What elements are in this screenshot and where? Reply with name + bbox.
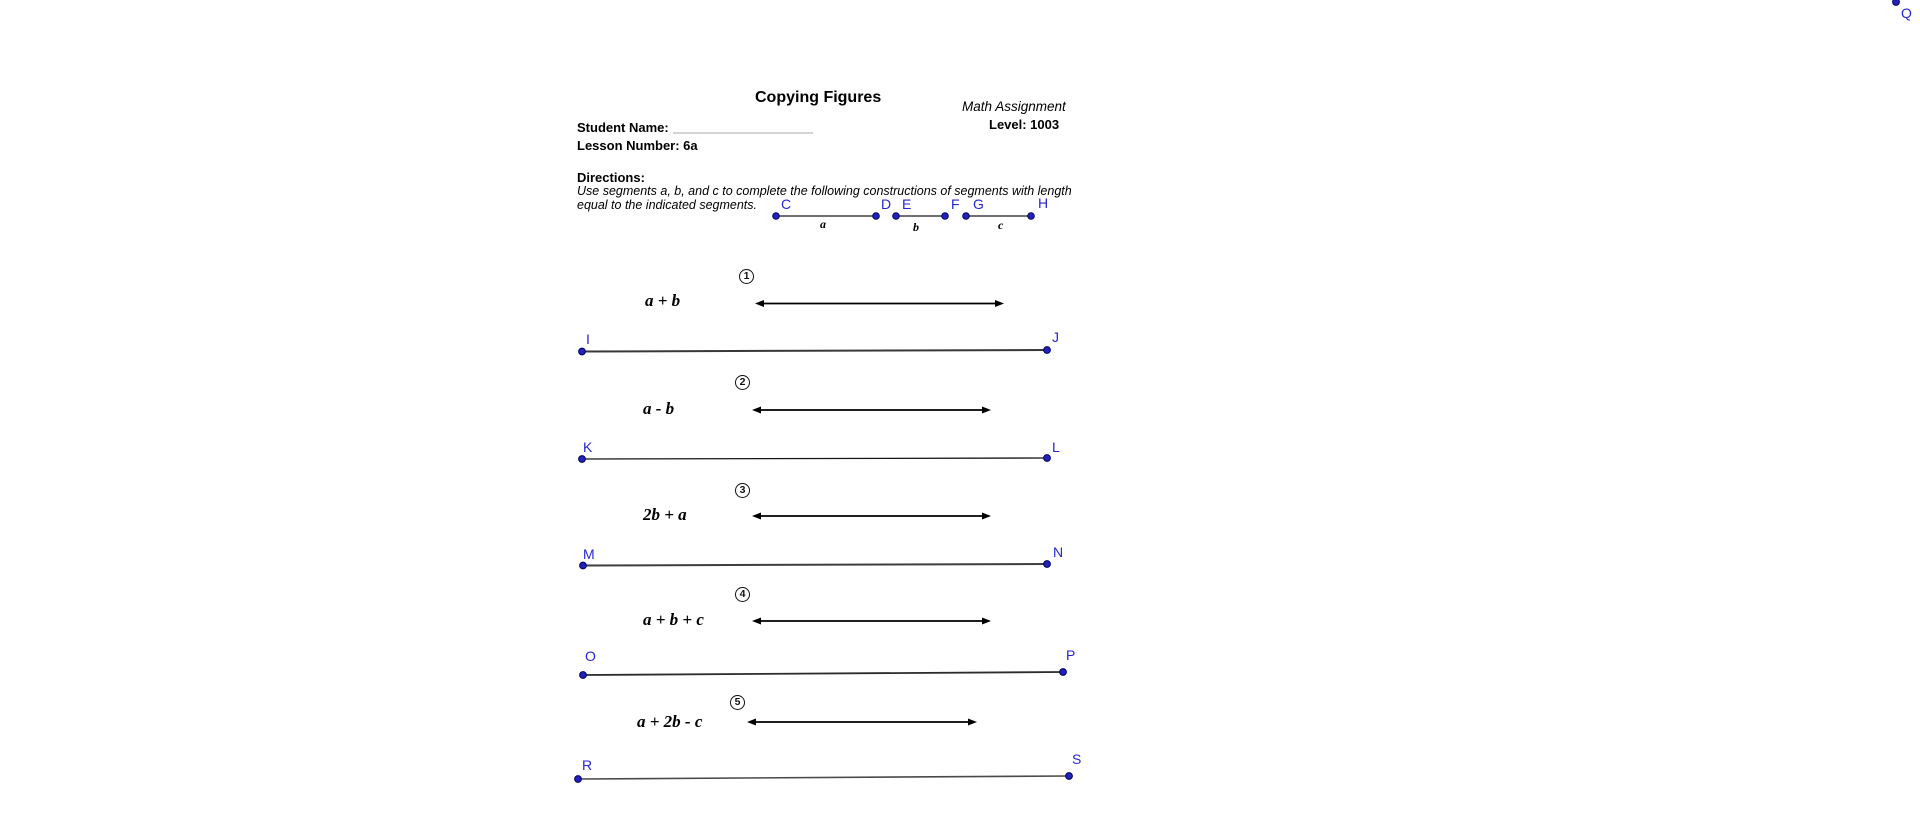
exercise-1-expression: a + b	[645, 291, 681, 310]
point-label-H: H	[1038, 195, 1049, 211]
point-dot-S[interactable]	[1066, 773, 1073, 780]
point-dot-H[interactable]	[1028, 213, 1035, 220]
point-dot-L[interactable]	[1044, 455, 1051, 462]
point-dot-R[interactable]	[575, 776, 582, 783]
exercise-4-expression: a + b + c	[643, 610, 704, 629]
point-label-M: M	[583, 546, 595, 562]
segment-RS-line[interactable]	[578, 776, 1069, 779]
exercise-3-expression: 2b + a	[643, 505, 687, 524]
student-name-label: Student Name:	[577, 120, 669, 135]
exercise-2-arrow	[752, 407, 991, 414]
segment-label-c: c	[998, 218, 1004, 232]
segment-KL-line[interactable]	[582, 458, 1047, 459]
directions-label: Directions:	[577, 170, 645, 185]
point-label-O: O	[585, 648, 596, 664]
point-dot-O[interactable]	[580, 672, 587, 679]
directions-line-1: Use segments a, b, and c to complete the following constructions of segments with length	[577, 184, 1072, 198]
segment-label-a: a	[820, 217, 826, 231]
point-label-L: L	[1052, 439, 1060, 455]
exercise-2-expression: a - b	[643, 399, 675, 418]
exercise-1-arrow	[755, 300, 1004, 307]
directions-line-2: equal to the indicated segments.	[577, 198, 757, 212]
point-label-K: K	[583, 439, 593, 455]
exercise-5-arrow	[747, 719, 977, 726]
point-label-E: E	[902, 196, 912, 212]
point-dot-D[interactable]	[873, 213, 880, 220]
segment-MN-line[interactable]	[583, 564, 1047, 566]
exercise-2-number: 2	[735, 375, 750, 390]
point-dot-J[interactable]	[1044, 347, 1051, 354]
exercise-3-arrow	[752, 513, 991, 520]
exercise-4-number: 4	[735, 587, 750, 602]
page-title: Copying Figures	[755, 89, 882, 106]
point-label-J: J	[1052, 329, 1059, 345]
point-dot-P[interactable]	[1060, 669, 1067, 676]
point-dot-Q[interactable]	[1893, 0, 1900, 5]
point-label-P: P	[1066, 647, 1076, 663]
segment-label-b: b	[913, 220, 919, 234]
point-label-S: S	[1072, 751, 1082, 767]
exercise-5-number: 5	[730, 695, 745, 710]
point-label-N: N	[1053, 544, 1064, 560]
exercise-5-expression: a + 2b - c	[637, 712, 703, 731]
point-label-I: I	[586, 331, 590, 347]
level-label: Level: 1003	[989, 117, 1060, 132]
exercise-3-number: 3	[735, 483, 750, 498]
segment-OP-line[interactable]	[583, 672, 1063, 675]
point-dot-E[interactable]	[893, 213, 900, 220]
point-label-Q: Q	[1901, 5, 1912, 21]
exercise-4-arrow	[752, 618, 991, 625]
point-label-F: F	[951, 196, 960, 212]
point-label-G: G	[973, 196, 984, 212]
point-label-C: C	[781, 196, 792, 212]
segment-IJ-line[interactable]	[582, 350, 1047, 352]
exercise-1-number: 1	[739, 269, 754, 284]
point-dot-C[interactable]	[773, 213, 780, 220]
point-label-D: D	[881, 196, 892, 212]
point-dot-I[interactable]	[579, 348, 586, 355]
point-label-R: R	[582, 757, 593, 773]
lesson-number-label: Lesson Number: 6a	[577, 138, 698, 153]
point-dot-G[interactable]	[963, 213, 970, 220]
point-dot-K[interactable]	[579, 456, 586, 463]
point-dot-F[interactable]	[942, 213, 949, 220]
point-dot-N[interactable]	[1044, 561, 1051, 568]
assignment-type: Math Assignment	[962, 99, 1066, 114]
point-dot-M[interactable]	[580, 562, 587, 569]
